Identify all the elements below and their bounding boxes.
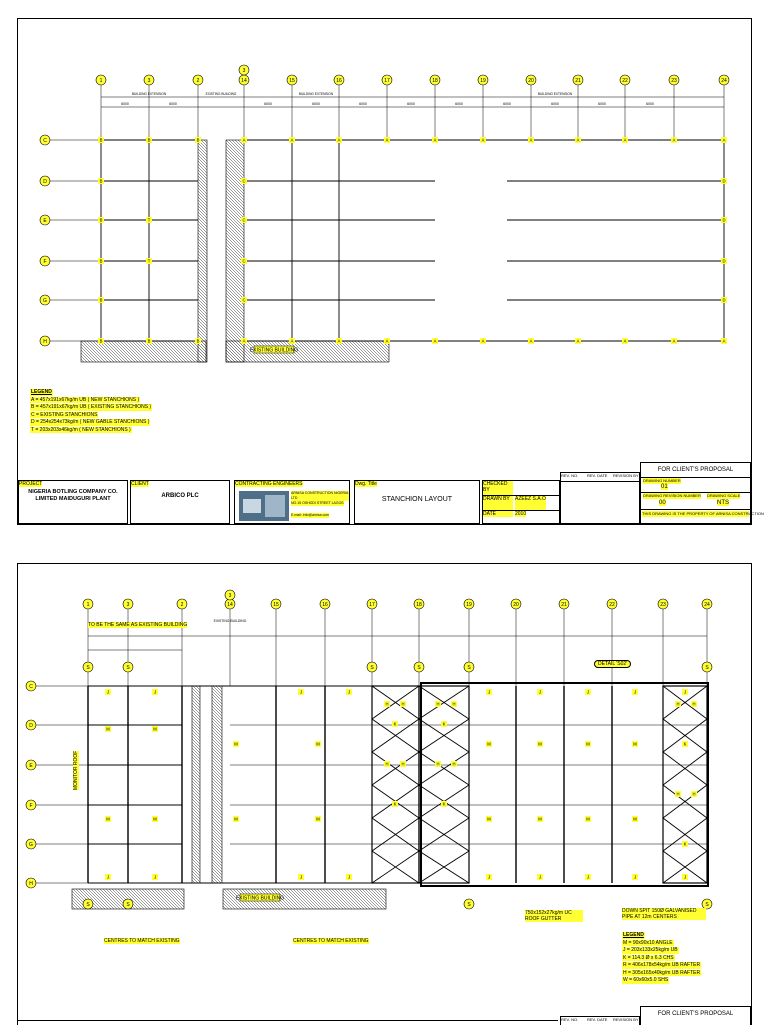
stanchion-tag-text: B: [196, 137, 200, 143]
legend-item: D = 254x254x73kg/m ( NEW GABLE STANCHIONS ): [31, 419, 150, 425]
stanchion-tag-text: A: [290, 338, 294, 344]
member-tag-text: M: [487, 741, 491, 747]
monitor-roof-label: MONITOR ROOF: [73, 750, 79, 790]
existing-wall-hatch: [212, 686, 222, 883]
grid-col-16-label: 16: [336, 77, 342, 84]
engineer-email: E-mail: info@arnisa.com: [291, 513, 330, 517]
engineer-logo-icon: [239, 491, 289, 521]
drawing-revision-label: DRAWING REVISION NUMBER: [643, 493, 701, 498]
grid-row-E-label: E: [43, 217, 47, 224]
grid-col-17-label: 17: [369, 601, 375, 608]
project-label: PROJECT: [19, 481, 43, 487]
grid-col-3-label: 3: [126, 601, 130, 608]
date-label: DATE: [483, 511, 513, 517]
scale-label: DRAWING SCALE: [707, 493, 741, 498]
grid-row-C-label: C: [43, 137, 47, 144]
stanchion-tag-text: A: [722, 137, 726, 143]
grid-col-21-label: 21: [561, 601, 567, 608]
member-tag-text: K: [393, 721, 397, 727]
title-block-drawn-by: [482, 480, 560, 524]
stanchion-tag-text: D: [722, 217, 726, 223]
stanchion-tag-text: A: [481, 338, 485, 344]
existing-building-label: EXISTING BUILDING: [249, 347, 299, 354]
note-centres-match-left: CENTRES TO MATCH EXISTING: [104, 938, 180, 944]
member-tag-text: K: [393, 801, 397, 807]
drawing-title-label: Dwg. Title: [355, 481, 377, 487]
stanchion-tag-text: B: [147, 137, 151, 143]
existing-wall-hatch: [196, 137, 207, 362]
member-tag-text: J: [347, 874, 351, 880]
member-tag-text: M: [316, 816, 320, 822]
stanchion-tag-text: T: [147, 258, 151, 264]
member-tag-text: H: [676, 701, 680, 707]
stanchion-tag-text: A: [481, 137, 485, 143]
grid-col-17-label: 17: [384, 77, 390, 84]
span-label: BUILDING EXTENSION: [537, 92, 573, 96]
section-marker-label: S: [126, 901, 130, 908]
member-tag-text: H: [436, 701, 440, 707]
dimension-text: 6000: [312, 102, 320, 106]
stanchion-tag-text: D: [722, 178, 726, 184]
existing-label-top: EXISTING BUILDING: [213, 619, 247, 623]
legend-item: B = 457x191x67kg/m UB ( EXISTING STANCHIONS ): [31, 404, 152, 410]
grid-row-D-label: D: [29, 722, 33, 729]
client-label: CLIENT: [131, 481, 149, 487]
section-marker-label: S: [86, 664, 90, 671]
grid-col-16-label: 16: [322, 601, 328, 608]
bracing-bay: [419, 686, 469, 883]
grid-row-F-label: F: [43, 258, 47, 265]
grid-col-18-label: 18: [416, 601, 422, 608]
note-down-spout: DOWN SPIT 150Ø GALVANISED PIPE AT 12m CENTERS: [622, 908, 706, 920]
grid-col-18-label: 18: [432, 77, 438, 84]
member-tag-text: M: [106, 816, 110, 822]
stanchion-tag-text: A: [576, 137, 580, 143]
grid-row-H-label: H: [29, 880, 33, 887]
stanchion-tag-text: A: [672, 338, 676, 344]
member-tag-text: H: [452, 761, 456, 767]
note-centres-match-mid: CENTRES TO MATCH EXISTING: [293, 938, 369, 944]
grid-row-G-label: G: [43, 297, 47, 304]
grid-col-top-label: 3: [242, 67, 246, 74]
member-tag-text: J: [586, 689, 590, 695]
drawn-by: AZEEZ S.A.O: [515, 496, 546, 510]
grid-col-1-label: 1: [86, 601, 90, 608]
detail-s02-label: DETAIL 'S02': [594, 660, 631, 668]
rev-by-header: REVISION BY: [613, 473, 639, 478]
stanchion-tag-text: A: [433, 137, 437, 143]
member-tag-text: J: [487, 874, 491, 880]
dimension-text: 6000: [646, 102, 654, 106]
drawing-status: FOR CLIENT'S PROPOSAL: [641, 463, 750, 478]
grid-row-D-label: D: [43, 178, 47, 185]
dimension-text: 6000: [121, 102, 129, 106]
span-label: BUILDING EXTENSION: [131, 92, 167, 96]
section-marker-label: S: [86, 901, 90, 908]
grid-col-2-label: 2: [180, 601, 184, 608]
member-tag-text: J: [538, 689, 542, 695]
member-tag-text: M: [586, 816, 590, 822]
checked-by-label: CHECKED BY: [483, 481, 513, 495]
stanchion-tag-text: A: [242, 137, 246, 143]
rev-date-header: REV. DATE: [587, 473, 608, 478]
grid-col-15-label: 15: [273, 601, 279, 608]
legend-item: M = 90x90x10 ANGLE: [623, 939, 673, 946]
section-marker-label: S: [126, 664, 130, 671]
grid-col-24-label: 24: [704, 601, 710, 608]
grid-col-23-label: 23: [660, 601, 666, 608]
member-tag-text: H: [436, 761, 440, 767]
title-block-engineers: [234, 480, 350, 524]
member-tag-text: M: [153, 726, 157, 732]
stanchion-tag-text: D: [722, 258, 726, 264]
legend-title: LEGEND: [623, 932, 644, 938]
stanchion-tag-text: A: [623, 137, 627, 143]
section-marker-label: S: [705, 901, 709, 908]
member-tag-text: M: [153, 816, 157, 822]
member-tag-text: J: [299, 689, 303, 695]
member-tag-text: H: [676, 791, 680, 797]
section-marker-label: S: [705, 664, 709, 671]
existing-wall-hatch: [192, 686, 200, 883]
date: 2010: [515, 511, 527, 517]
member-tag-text: K: [683, 741, 687, 747]
member-tag-text: J: [586, 874, 590, 880]
span-label: BUILDING EXTENSION: [298, 92, 334, 96]
stanchion-tag-text: B: [147, 338, 151, 344]
stanchion-tag-text: B: [99, 178, 103, 184]
rev-no-header: REV. NO.: [561, 1017, 579, 1022]
existing-building-hatch: [81, 338, 206, 362]
stanchion-tag-text: B: [196, 338, 200, 344]
grid-row-G-label: G: [29, 841, 33, 848]
stanchion-tag-text: A: [385, 338, 389, 344]
member-tag-text: M: [586, 741, 590, 747]
member-tag-text: H: [385, 761, 389, 767]
dimension-text: 6000: [503, 102, 511, 106]
drawn-by-label: DRAWN BY: [483, 496, 513, 510]
stanchion-tag-text: C: [242, 258, 246, 264]
legend-item: K = 114.3 Ø x 6.3 CHS: [623, 954, 674, 961]
member-tag-text: K: [442, 721, 446, 727]
stanchion-tag-text: B: [99, 137, 103, 143]
legend-item: T = 203x203x46kg/m ( NEW STANCHIONS ): [31, 426, 131, 433]
member-tag-text: M: [538, 816, 542, 822]
member-tag-text: K: [683, 841, 687, 847]
project-name: NIGERIA BOTLING COMPANY CO. LIMITED MAIDUGURI PLANT: [28, 489, 118, 502]
member-tag-text: H: [452, 701, 456, 707]
engineer-address: NO.15 OSHODI STREET LAGOS: [291, 501, 344, 505]
existing-building-label: EXISTING BUILDING: [235, 895, 285, 902]
revision-table: [560, 472, 640, 524]
stanchion-tag-text: A: [290, 137, 294, 143]
drawing-revision: 00: [659, 500, 666, 506]
drawing-status-2: FOR CLIENT'S PROPOSAL: [657, 1011, 734, 1017]
bracing-bay: [663, 686, 707, 883]
stanchion-tag-text: A: [576, 338, 580, 344]
stanchion-tag-text: A: [529, 137, 533, 143]
section-marker-label: S: [467, 901, 471, 908]
stanchion-tag-text: A: [529, 338, 533, 344]
section-marker-label: S: [370, 664, 374, 671]
grid-row-H-label: H: [43, 338, 47, 345]
drawing-sheet-stanchion-layout: [17, 18, 764, 525]
dimension-text: 6000: [264, 102, 272, 106]
member-tag-text: J: [106, 874, 110, 880]
member-tag-text: J: [683, 689, 687, 695]
member-tag-text: M: [633, 816, 637, 822]
title-block-client: [130, 480, 230, 524]
member-tag-text: J: [153, 689, 157, 695]
legend-item: R = 406x178x54kg/m UB RAFTER: [623, 962, 701, 968]
stanchion-tag-text: A: [722, 338, 726, 344]
existing-wall-hatch: [226, 137, 246, 362]
grid-col-24-label: 24: [721, 77, 727, 84]
property-note: THIS DRAWING IS THE PROPERTY OF ARNISA CONSTRUCTION: [642, 511, 764, 516]
stanchion-tag-text: A: [623, 338, 627, 344]
grid-col-19-label: 19: [480, 77, 486, 84]
dimension-text: 6000: [598, 102, 606, 106]
member-tag-text: M: [316, 741, 320, 747]
legend-members: [622, 932, 701, 985]
note-same-as-existing: TO BE THE SAME AS EXISTING BUILDING: [88, 622, 188, 628]
grid-col-1-label: 1: [99, 77, 103, 84]
span-label: EXISTING BUILDING: [205, 92, 237, 96]
legend-title: LEGEND: [31, 389, 52, 395]
member-tag-text: H: [401, 761, 405, 767]
engineer-company: ARNISA CONSTRUCTION NIGERIA LTD: [291, 491, 349, 500]
member-tag-text: J: [683, 874, 687, 880]
member-tag-text: M: [538, 741, 542, 747]
dimension-text: 6000: [551, 102, 559, 106]
stanchion-tag-text: B: [99, 258, 103, 264]
legend-stanchions: [30, 389, 152, 434]
member-tag-text: H: [692, 701, 696, 707]
stanchion-tag-text: T: [147, 217, 151, 223]
grid-col-top-label: 3: [228, 592, 232, 599]
grid-col-14-label: 14: [227, 601, 233, 608]
grid-row-E-label: E: [29, 762, 33, 769]
client-name: ARBICO PLC: [161, 493, 199, 499]
stanchion-tag-text: D: [722, 297, 726, 303]
member-tag-text: J: [487, 689, 491, 695]
member-tag-text: M: [234, 816, 238, 822]
member-tag-text: J: [106, 689, 110, 695]
member-tag-text: J: [633, 689, 637, 695]
grid-col-22-label: 22: [609, 601, 615, 608]
grid-row-C-label: C: [29, 683, 33, 690]
grid-col-3-label: 3: [147, 77, 151, 84]
stanchion-tag-text: C: [242, 297, 246, 303]
grid-col-23-label: 23: [671, 77, 677, 84]
engineers-label: CONTRACTING ENGINEERS: [235, 481, 303, 487]
legend-item: J = 203x133x25kg/m UB: [623, 947, 678, 953]
bracing-bay: [372, 686, 419, 883]
drawing-number-label: DRAWING NUMBER: [643, 478, 681, 483]
member-tag-text: M: [487, 816, 491, 822]
note-roof-gutter: 750x152x27kg/m UC ROOF GUTTER: [525, 910, 583, 922]
stanchion-layout-plan: [18, 19, 764, 524]
grid-row-F-label: F: [29, 802, 33, 809]
scale: NTS: [717, 500, 729, 506]
stanchion-tag-text: B: [99, 338, 103, 344]
drawing-sheet-roof-framing: [17, 563, 752, 1025]
grid-col-21-label: 21: [575, 77, 581, 84]
stanchion-tag-text: C: [242, 178, 246, 184]
grid-col-20-label: 20: [513, 601, 519, 608]
stanchion-tag-text: B: [99, 217, 103, 223]
stanchion-tag-text: A: [242, 338, 246, 344]
stanchion-tag-text: A: [433, 338, 437, 344]
member-tag-text: J: [347, 689, 351, 695]
dimension-text: 6000: [455, 102, 463, 106]
legend-item: C = EXISTING STANCHIONS: [31, 411, 98, 418]
title-block-drawing-info-2: [640, 1006, 751, 1025]
grid-col-19-label: 19: [466, 601, 472, 608]
member-tag-text: K: [442, 801, 446, 807]
rev-no-header: REV. NO.: [561, 473, 579, 478]
section-marker-label: S: [417, 664, 421, 671]
stanchion-tag-text: A: [672, 137, 676, 143]
member-tag-text: H: [385, 701, 389, 707]
section-marker-label: S: [467, 664, 471, 671]
grid-col-14-label: 14: [241, 77, 247, 84]
drawing-title: STANCHION LAYOUT: [381, 496, 453, 503]
member-tag-text: J: [633, 874, 637, 880]
grid-col-15-label: 15: [289, 77, 295, 84]
grid-col-22-label: 22: [622, 77, 628, 84]
legend-item: H = 305x165x40kg/m UB RAFTER: [623, 969, 701, 976]
stanchion-tag-text: C: [242, 217, 246, 223]
title-block-drawing-info: [640, 462, 764, 524]
stanchion-tag-text: A: [337, 137, 341, 143]
member-tag-text: J: [299, 874, 303, 880]
dimension-text: 6000: [169, 102, 177, 106]
dimension-text: 6000: [407, 102, 415, 106]
member-tag-text: M: [106, 726, 110, 732]
drawing-number: 01: [661, 484, 668, 490]
legend-item: A = 457x191x67kg/m UB ( NEW STANCHIONS ): [31, 396, 140, 403]
rev-by-header: REVISION BY: [613, 1017, 639, 1022]
member-tag-text: M: [234, 741, 238, 747]
title-block-row-2: [18, 1020, 558, 1026]
stanchion-tag-text: A: [337, 338, 341, 344]
title-block-drawing-title: [354, 480, 480, 524]
title-block-project: [18, 480, 128, 524]
member-tag-text: J: [538, 874, 542, 880]
grid-col-20-label: 20: [528, 77, 534, 84]
dimension-text: 6000: [359, 102, 367, 106]
rev-date-header: REV. DATE: [587, 1017, 608, 1022]
member-tag-text: M: [633, 741, 637, 747]
member-tag-text: H: [692, 791, 696, 797]
grid-col-2-label: 2: [196, 77, 200, 84]
legend-item: W = 60x60x5.0 SHS: [623, 977, 669, 983]
member-tag-text: H: [401, 701, 405, 707]
stanchion-tag-text: B: [99, 297, 103, 303]
stanchion-tag-text: A: [385, 137, 389, 143]
member-tag-text: J: [153, 874, 157, 880]
